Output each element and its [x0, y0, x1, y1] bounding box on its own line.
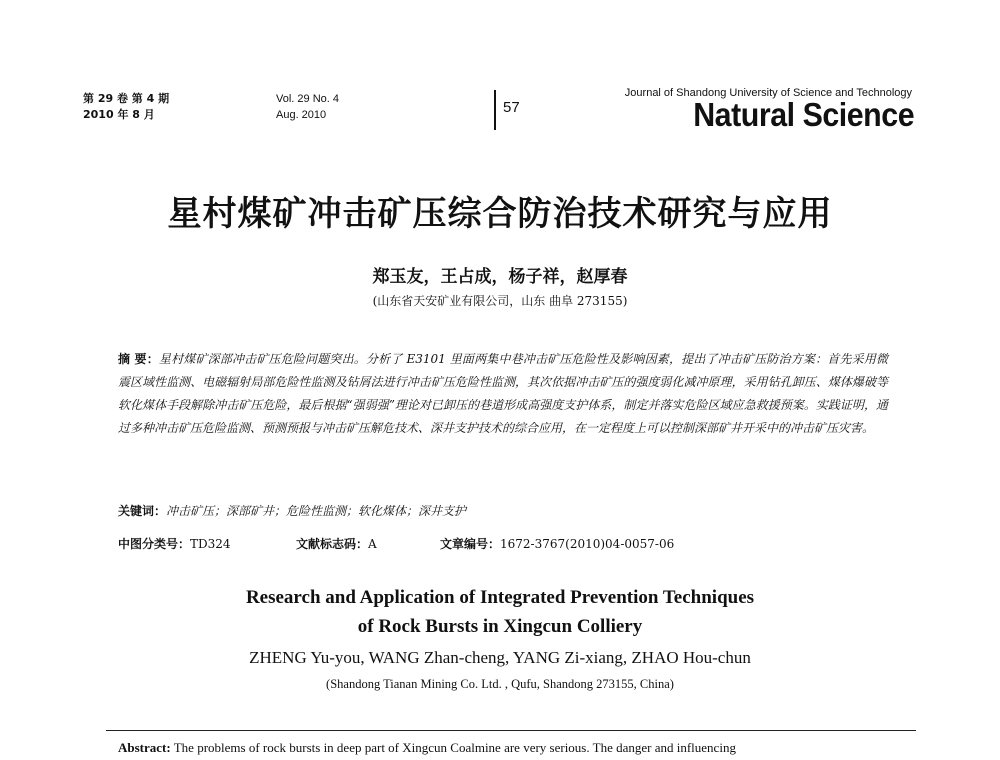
volume-line1: Vol. 29 No. 4 — [276, 93, 339, 105]
abstract-en — [118, 740, 918, 756]
journal-section: Natural Science — [693, 96, 914, 133]
issue-cn-line2: 2010 年 8 月 — [83, 108, 155, 121]
header-divider — [494, 90, 496, 130]
volume-line2: Aug. 2010 — [276, 109, 327, 121]
page-number: 57 — [503, 99, 520, 116]
authors-en: ZHENG Yu-you, WANG Zhan-cheng, YANG Zi-xiang, ZHAO Hou-chun — [249, 648, 751, 667]
document-code — [296, 535, 377, 552]
keywords-cn-text: 冲击矿压；深部矿井；危险性监测；软化煤体；深井支护 — [166, 504, 467, 518]
affiliation-en: (Shandong Tianan Mining Co. Ltd. , Qufu, Shandong 273155, China) — [326, 677, 674, 691]
keywords-cn-label: 关键词： — [118, 504, 167, 518]
page-title-cn: 星村煤矿冲击矿压综合防治技术研究与应用 — [167, 194, 833, 234]
keywords-cn — [118, 502, 466, 519]
abstract-cn-label: 摘 要： — [118, 352, 159, 366]
article-number-label: 文章编号： — [440, 537, 501, 551]
abstract-cn-text: 星村煤矿深部冲击矿压危险问题突出。分析了 E3101 里面两集中巷冲击矿压危险性及影响因素，提出了冲击矿压防治方案：首先采用微震区域性监测、电磁辐射局部危险性监测及钻屑法进行冲击矿压危险性监测，其次依据冲击矿压的强度弱化减冲原理，采用钻孔卸压、煤体爆破等软化煤体手段解除冲击矿压危险，最后根据“强弱强”理论对已卸压的巷道形成高强度支护体系，制定并落实危险区域应急救援预案。实践证明，通过多种冲击矿压危险监测、预测预报与冲击矿压解危技术、深井支护技术的综合应用，在一定程度上可以控制深部矿井开采中的冲击矿压灾害。 — [118, 352, 889, 435]
issue-cn-line1: 第 29 卷 第 4 期 — [83, 92, 170, 105]
page-title-en-line2: of Rock Bursts in Xingcun Colliery — [357, 616, 643, 637]
page-title-en-line1: Research and Application of Integrated Prevention Techniques — [245, 587, 755, 608]
article-number-value: 1672-3767(2010)04-0057-06 — [500, 537, 675, 551]
authors-cn: 郑玉友，王占成，杨子祥，赵厚春 — [372, 267, 628, 287]
clc-number — [118, 535, 231, 552]
clc-label: 中图分类号： — [118, 537, 191, 551]
abstract-cn — [118, 348, 888, 440]
doc-code-value: A — [368, 537, 377, 551]
abstract-en-label: Abstract: — [118, 740, 171, 755]
journal-name: Journal of Shandong University of Science and Technology — [624, 87, 912, 99]
affiliation-cn: (山东省天安矿业有限公司，山东 曲阜 273155) — [372, 294, 628, 308]
article-number — [440, 535, 674, 552]
clc-value: TD324 — [190, 537, 231, 551]
abstract-en-text: The problems of rock bursts in deep part of Xingcun Coalmine are very serious. The danger and influencing — [170, 740, 736, 755]
doc-code-label: 文献标志码： — [296, 537, 369, 551]
section-divider — [106, 730, 916, 731]
